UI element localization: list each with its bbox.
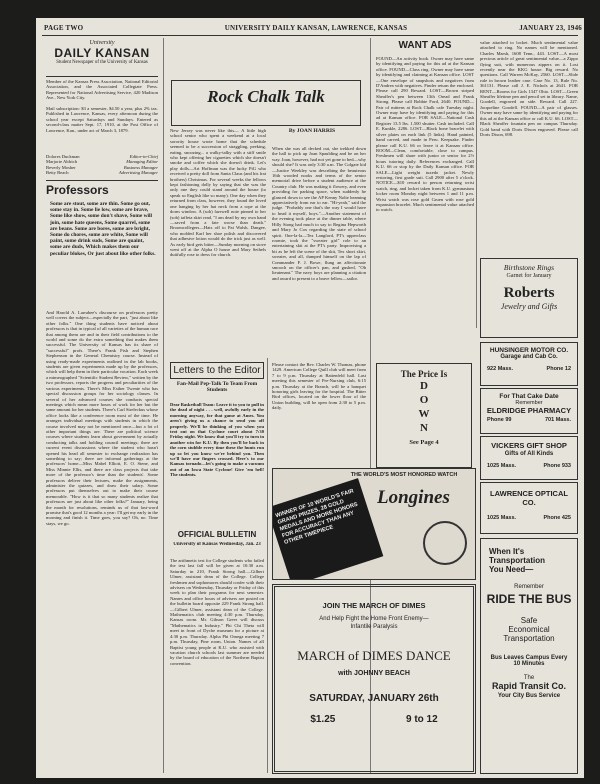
transit-ride: RIDE THE BUS: [486, 592, 572, 606]
longines-top: THE WORLD'S MOST HONORED WATCH: [350, 472, 458, 478]
staff-name: Dolores Duckman: [46, 154, 80, 159]
transit-company: Rapid Transit Co.: [491, 681, 566, 691]
rock-chalk-col2: When she was all decked out, she trekked down the hall to pick up Joan Spaulding and be on her way. Joan, however, had not yet gone to bed—why should she? It was only 3:30 a.m. The Colgate kid—Justice Weekley was describing the beauteous 16th wooded nooks and terms of the senior memorial drive before a student audience at the Country club. He was making it flowery, and even providing for parking space, when suddenly he glanced down to see the AP Kenny Nolte beaming appreciatively from ear to ear. "Hi-yeah," said the judge. "Probably one that's the way I would have to head it myself, boys."—Another statement of the evening took place at the dinner table, where Hilly Stong had much to say to Regina Hepworth and Mary Jo Cox regarding the state of school spirit. One-la-la—Tex Langford, PT's upperclass roomie, took the "sweater girl" role to an entertaining skit at the PT's party. Improvising a bit as he left the scene of the skit, Tex short skirt, sweater, and all, dumped himself on the lap of Commander F. J. Bowe, flung an affectionate smooch on the officer's pan, and gushed, "Oh lieutenant." The navy boys are planning a citation and award to present to a brave fellow—sailor.: [272, 146, 366, 281]
staff-name: Betty Beach: [46, 170, 69, 176]
transit-tagline: Your City Bus Service: [497, 693, 561, 699]
hunsinger-sub: Garage and Cab Co.: [500, 354, 558, 360]
professors-poem: Some are stout, some are thin. Some go out, some stay in. Some lie low, some are brave, Some like show, some don't shave, Some will join, some hate queens, Some quarrel, some are beans. Some are bores, some are bright, Some do chores, some are white, Some will paint, some drink suds, Some are quaint, some are duds, Which makes them our peculiar blokes, Or just about like other folks.: [50, 201, 156, 257]
longines-ad: [272, 468, 476, 580]
price-letter: O: [419, 394, 429, 406]
lawrence-optical-ad: [480, 482, 578, 534]
eldridge-name: ELDRIDGE PHARMACY: [486, 406, 572, 415]
price-down-ad: [376, 363, 472, 468]
rock-chalk-talk-banner: [171, 80, 361, 126]
want-ads-col2: value attached to locket. Much sentimental value attached to ring. No names will be mentioned. Charles Marsh, 1608 Tenn., 443. LOST—A most precious article of great sentimental value—a Zippo flying suit, with numerous zippers on it. Lost recently near the KKG house. Big reward. No questions. Call Warren McKay, 2560. LOST—Slide rule in brown leather case. Case No. 13, Rule No. 361131. Please call J. E. Nichols at 2641. FOR RENT—Rooms for Girls 1347 Ohio. LOST—Green Sheaffer lifetime pen and pencil set in library. Name, Goodell, engraved on side. Reward. Call 227. Jacqueline Goodell. FOUND—A pair of glasses. Owner may have same by identifying and paying for this ad at the Kansan office or call K.U. 66. LOST—Black Sheaffer fountain pen on campus Thursday. Gold band with Doris Dixon engraved. Please call Doris Dixon, 698.: [480, 40, 578, 137]
professors-headline: Professors: [46, 183, 109, 197]
dimes-time: 9 to 12: [405, 714, 438, 725]
price-letter: D: [420, 380, 428, 392]
letters-heading: [170, 362, 264, 402]
lawrence-co: CO.: [522, 498, 536, 507]
longines-brand: Longines: [377, 487, 450, 508]
column-rule: [476, 98, 477, 328]
letters-subtitle: Fan-Mail Pep-Talk To Team From Students: [176, 381, 258, 394]
transit-transportation: Transportation: [503, 634, 555, 643]
flag-subtitle: Student Newspaper of the University of Kansas: [56, 60, 148, 65]
price-letter: W: [418, 408, 430, 420]
transit-remember: Remember: [514, 584, 544, 590]
letters-title: Letters to the Editor: [170, 362, 264, 379]
roberts-tagline: Jewelry and Gifts: [500, 302, 558, 311]
dimes-line1: JOIN THE MARCH OF DIMES: [322, 601, 426, 610]
flag-title: DAILY KANSAN: [54, 46, 150, 60]
price-letter: N: [420, 422, 428, 434]
column-rule: [267, 358, 268, 773]
staff-name: Marjorie Aldrich: [46, 159, 77, 165]
eldridge-line1: For That Cake Date: [499, 393, 559, 400]
transit-safe: Safe: [520, 616, 538, 625]
staff-name: Beverly Mosher: [46, 164, 76, 170]
membership-note: Member of the Kansas Press Association, National Editorial Association, and the Associated Collegiate Press. Represented for National Advertising Service, 420 Madison Ave., New York City.: [46, 79, 158, 101]
masthead-rule: [42, 35, 578, 36]
dimes-dance: MARCH of DIMES DANCE: [297, 648, 451, 663]
dimes-line3: Infantile Paralysis: [350, 624, 398, 630]
byline: By JOAN HARRIS: [288, 128, 336, 134]
column-title: Rock Chalk Talk: [207, 87, 325, 106]
lawrence-name: LAWRENCE OPTICAL: [490, 489, 568, 498]
issue-date: JANUARY 23, 1946: [519, 24, 582, 32]
roberts-line2: Garnet for January: [506, 273, 552, 279]
bulletin-body: The arithmetic test for College students who failed the test last fall will be given at 10:30 a.m. Saturday in 210, Frank Strong hall.—Gilbert Ulmer, assistant dean of the College. College freshmen and sophomores should confer with their advisers on Wednesday, Thursday or Friday of this week to plan their programs for next semester. Names and office hours of advisers are posted on the bulletin board opposite 229 Frank Strong hall.—Gilbert Ulmer, assistant dean of the College. Mathematics club meeting 4:30 p.m. Thursday, Kansas room. Mr. Gibson Greer will discuss "Mathematics in Industry." Phi Chi Theta will meet in front of Dyche museum for a picture at 4:30 p.m. Thursday. Alpha Phi Omega meeting 7 p.m. Thursday, Pine room, Union. Names of all Baptist young people at K.U. who assisted with vacation church schools last summer are needed by the board of education of the Northern Baptist convention.: [170, 558, 264, 666]
staff-role: Business Manager: [123, 164, 158, 170]
transit-the: The: [523, 675, 535, 681]
bulletin-subtitle: University of Kansas Wednesday, Jan. 23: [173, 542, 261, 547]
flag: [46, 40, 158, 77]
rapid-transit-ad: [480, 538, 578, 774]
lawrence-address: 1025 Mass.: [487, 515, 517, 521]
roberts-name: Roberts: [503, 285, 555, 301]
want-ads-title: WANT ADS: [398, 40, 452, 51]
price-line: The Price Is: [400, 369, 448, 379]
dimes-price: $1.25: [310, 714, 336, 725]
eldridge-phone: Phone 99: [487, 417, 512, 423]
eldridge-line2: Remember: [515, 400, 543, 406]
transit-economical: Economical: [508, 625, 550, 634]
vickers-ad: [480, 436, 578, 480]
hunsinger-name: HUNSINGER MOTOR CO.: [489, 347, 569, 354]
rock-chalk-col1: New Jersey was never like this— A little high school senior who spent a weekend at a local sorority house wrote home that the schedule seemed to be a succession of straggling, peeking, eating, snoozing... a walky-talky with a stiff smile who kept offering her cigarettes which she doesn't smoke and coffee which she doesn't drink. Let's play dolls—Art Hoffman was the lucky PiG who received a pretty doll from Santa Claus (and his frat brothers) Christmas. For several weeks the fellows kept fashioning dolly by saying that she was the only one they could stand around the house (to speak so English like so many). One day when they returned from class, however, they found the loved one hanging by her hat neck from a rope at the dorm window. A (sob) farewell note pinned to her (sob) taffeta skirt read, "I am dead by my own hand —saved from a fate worse than death." Broomcollegers—Hats off to Pat Walsh, Dangee, who molded Karl her shoe polish and discovered that adhesive lotion would do the trick just as well. As early bird gets bitter—Sunday morning on stove went off at the Alpha O house and Mary Sethels dutifully rose to dress for church.: [170, 128, 266, 258]
want-ads-col1: FOUND—An activity book. Owner may have same by identifying and paying for this ad at the Kansan office. FOUND—Class ring. Owner may have same by identifying and claiming at Kansan office. LOST—One envelope of snapshots and negatives from D'Andrea with negatives. Finder return the enclosed. Please call 290 Reward. LOST—Brown striped Sheaffer's pen between 13th Oread and Frank Strong. Please call Bobbie Ford, 2640. FOUND—Pair of mittens at Rock Chalk cafe Tuesday night. Owner may have by identifying and paying for this ad at Kansan office. FOR SALE—National Cash Register 13.5 lbs. 1,500 shutter. Cash included. Call E. Kunkle, 2286. LOST—Black bone bracelet with silver plates on each link (5 links). Hand painted, hand carved, and made in Peru. Keepsake. Finder please call K.U. 66 or leave it at Kansan office. ROOM—Clean, comfortable, close to campus. Freshmen will share with junior or senior for 2½ hours tutoring daily. References exchanged. Call K.U. 66 or stop by the Daily Kansan office. FOR SALE—Light weight tuxedo jacket. Newly restoring, first grade suit. Call 2900 after 5 o'clock. NOTICE—$10 reward to person returning wrist watch, ring, and locket taken from K.U. gymnasium locker room Monday night between 1 and 11 p.m. Wrist watch was rose gold Gruen with rose gold expansion bracelet. Much sentimental value attached to watch.: [376, 56, 474, 213]
transit-line3: You Need—: [489, 565, 534, 574]
vickers-phone: Phone 933: [543, 463, 571, 469]
hunsinger-ad: [480, 342, 578, 386]
longines-badge-text: WINNER OF 10 WORLD'S FAIR GRAND PRIZES, 28 GOLD MEDALS AND MORE HONORS FOR ACCURACY THAN ANY OTHER TIMEPIECE: [274, 488, 359, 546]
eldridge-address: 701 Mass.: [545, 417, 571, 423]
dimes-band: with JOHNNY BEACH: [338, 670, 410, 677]
column-rule: [163, 38, 164, 773]
longines-badge: [272, 478, 383, 580]
vickers-address: 1025 Mass.: [487, 463, 517, 469]
watch-icon: [423, 521, 467, 565]
staff-role: Managing Editor: [126, 159, 158, 165]
staff-role: Advertising Manager: [118, 170, 158, 176]
march-of-dimes-ad: [272, 584, 476, 774]
vickers-name: VICKERS GIFT SHOP: [491, 441, 567, 450]
staff-role: Editor-in-Chief: [129, 154, 158, 159]
transit-line2: Transportation: [489, 556, 546, 565]
eldridge-ad: [480, 388, 578, 434]
staff-box: [46, 154, 158, 181]
newspaper-page: [36, 18, 584, 778]
bulletin-title: OFFICIAL BULLETIN: [177, 530, 257, 539]
hunsinger-address: 922 Mass.: [487, 366, 513, 372]
roberts-line1: Birthstone Rings: [503, 263, 555, 272]
page-number: PAGE TWO: [44, 24, 84, 32]
subscription-note: Mail subscription: $3 a semester, $4.50 a year, plus 2% tax. Published in Lawrence, Kansas, every afternoon during the school year except Saturdays and Sundays. Entered as second-class matter Sept. 17, 1910, at the Post Office of Lawrence, Kan., under act of March 3, 1879.: [46, 106, 158, 133]
price-see-page: See Page 4: [409, 439, 439, 446]
dimes-line2: And Help Fight the Home Front Enemy—: [319, 616, 429, 622]
transit-line1: When It's: [489, 547, 525, 556]
bulletin-continued: Please contact the Rev. Charles W. Thomas, phone 1429. American College Quill club will meet from 7 to 9 p.m. Thursday at Battenfeld hall. Last meeting this semester of Pre-Nursing club, 6:15 p.m. Thursday at the Branch, will be a banquet honoring girls leaving for the hospital. The Bitter Bird offices, located on the lower floor of the Union building, will be open from 2:30 to 5 p.m. daily.: [272, 362, 366, 411]
letters-body: Dear Basketball Team: Leave it to you to pull in the dead of night . . . well, awfully early in the morning anyway, for that game at Ames. You aren't giving us a chance to send you off properly. We'll be thinking of you when you trot out on that Cyclone court about 7:30 Friday night. We know that you'll try to turn in another win for K.U. By then you'll be back in the corn stubble every time these the hunts run up so let you know we're behind you. Then we'll have our fingers crossed. Here's to our Kansas tornado—let's going to make a vacuum out of an Iowa State Cyclone! Give 'em hell! The students.: [170, 402, 264, 478]
roberts-ad: [480, 258, 578, 338]
vickers-sub: Gifts of All Kinds: [504, 451, 554, 457]
flag-small: University: [89, 40, 115, 46]
lawrence-phone: Phone 425: [543, 515, 571, 521]
dimes-date: SATURDAY, JANUARY 26th: [309, 693, 439, 704]
hunsinger-phone: Phone 12: [546, 366, 571, 372]
transit-schedule: Bus Leaves Campus Every 10 Minutes: [490, 655, 568, 667]
professors-body: And Harold A. Larrabee's discourse on professors pretty well covers the subject—especially the part, "just about like other folks." One thing students have noticed about professors is that in typical of all varieties of the human race that among them are and in their field contributions to the world and some do the extra something that makes them successful. The University of Kansas has its share of "successful" profs. There's Frank Fish and Stephen Stephenson in the General Chemistry course. Instead of using ready-made experiments outlined in the lab books, students are given experiments made up by the professors, which will help them in their particular vocation. Each week a mimeographed "Scientific Student Review," written by the two professors, reports the progress and peculiarities of the various experiments. There's Miss Esther Twente who has special discussion groups for her sociology classes. In several of her advanced courses she conducts special meetings which mean more hours of work for her but the same amount for her students. There's Carl Streleckus whose office looks like a conference room most of the time. He arranges individual meetings with students in which the course involved may not be mentioned once—but a lot of other important things are. There are political science courses where students learn about government by actually conducting talks and holding council meetings; there are current event discussions where the student who hasn't opened his head all semester to exchange realization has something to say; there are informal gatherings at the professors' home—Miss Mabel Elliott, E. O. Stene, and Miss Minnie Ellis, and there are class projects that take more of the professor's time than the students'. Some professors deliver their lectures, make the assignments, administer the quizzes, and draw their salary. Some professors put themselves out to make their course memorable. "How is it that so many students realize that professors are just about like other folks?" January, being the month for resolutions, reminds us of that last-word promise that's good 12 months a year: I'll get my early in the morning and finish it. Time goes, you say? Oh, no. Time stays, we go.: [46, 310, 158, 526]
paper-name: UNIVERSITY DAILY KANSAN, LAWRENCE, KANSAS: [224, 24, 408, 32]
